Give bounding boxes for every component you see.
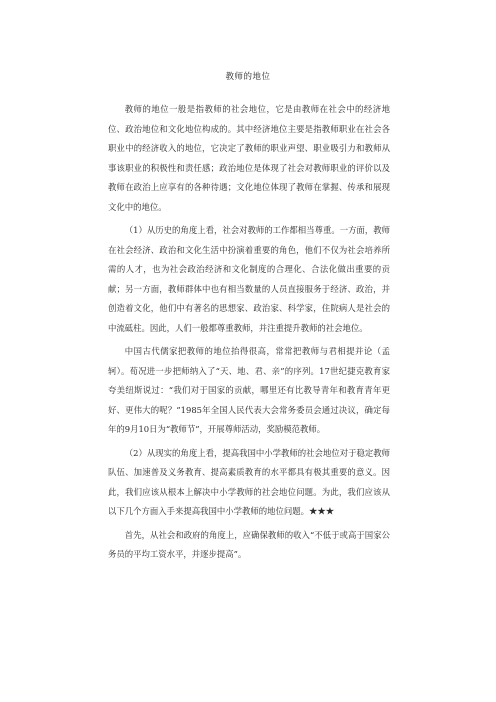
paragraph-first: 首先，从社会和政府的角度上，应确保教师的收入“不低于或高于国家公务员的平均工资水平，并逐步提高”。 xyxy=(108,529,390,559)
document-body xyxy=(108,100,390,569)
paragraph-current: （2）从现实的角度上看，提高我国中小学教师的社会地位对于稳定教师队伍、加速普及义务教育、提高素质教育的水平都具有极其重要的意义。因此，我们应该从根本上解决中小学教师的社会地位问题。为此，我们应该从以下几个方面入手来提高我国中小学教师的地位问题。★★★ xyxy=(108,447,390,516)
paragraph-historical: （1）从历史的角度上看，社会对教师的工作都相当尊重。一方面，教师在社会经济、政治和文化生活中扮演着重要的角色，他们不仅为社会培养所需的人才，也为社会政治经济和文化制度的合理化、合法化做出重要的贡献；另一方面，教师群体中也有相当数量的人员直接服务于经济、政治，并创造着文化，他们中有著名的思想家、政治家、科学家，住院病人是社会的中流砥柱。因此，人们一般都尊重教师，并注重提升教师的社会地位。 xyxy=(108,225,390,333)
paragraph-intro: 教师的地位一般是指教师的社会地位，它是由教师在社会中的经济地位、政治地位和文化地位构成的。其中经济地位主要是指教师职业在社会各职业中的经济收入的地位，它决定了教师的职业声望、职业吸引力和教师从事该职业的积极性和责任感；政治地位是体现了社会对教师职业的评价以及教师在政治上应享有的各种待遇；文化地位体现了教师在掌握、传承和展现文化中的地位。 xyxy=(108,104,390,212)
document-title: 教师的地位 xyxy=(225,72,271,82)
paragraph-confucian: 中国古代儒家把教师的地位抬得很高，常常把教师与君相提并论（孟轲）。荀况进一步把师纳入了“天、地、君、亲”的序列。17世纪捷克教育家夸美纽斯说过：“我们对于国家的贡献，哪里还有比教导青年和教育青年更好、更伟大的呢？”1985年全国人民代表大会常务委员会通过决议，确定每年的9月10日为“教师节”，开展尊师活动，奖励模范教师。 xyxy=(108,346,390,434)
